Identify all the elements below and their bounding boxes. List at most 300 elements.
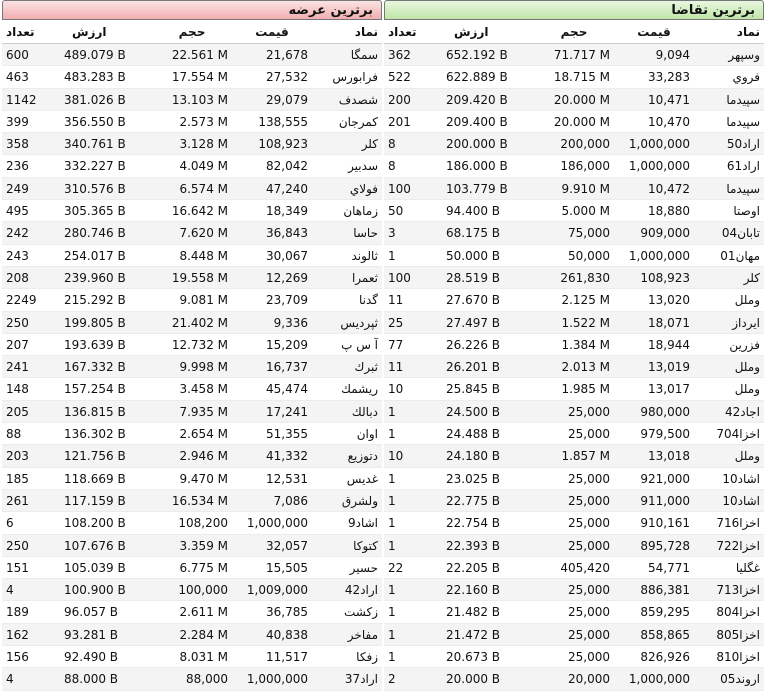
cell-symbol[interactable]: مفاخر (347, 627, 378, 642)
cell-count: 11 (388, 360, 404, 375)
cell-price: 895,728 (640, 538, 690, 553)
col-volume[interactable]: حجم (560, 25, 588, 39)
cell-price: 108,923 (258, 137, 308, 152)
cell-symbol[interactable]: اخزا804 (716, 605, 760, 620)
cell-symbol[interactable]: ثعمرا (351, 270, 378, 285)
cell-volume: 25,000 (568, 605, 610, 620)
table-row[interactable] (384, 468, 764, 490)
cell-volume: 88,000 (186, 672, 228, 687)
cell-price: 12,269 (266, 270, 308, 285)
table-row[interactable] (2, 445, 382, 467)
cell-price: 23,709 (266, 293, 308, 308)
cell-count: 1 (388, 516, 396, 531)
table-row[interactable] (384, 178, 764, 200)
col-value[interactable]: ارزش (454, 25, 489, 39)
cell-value: 20.000 B (446, 672, 501, 687)
table-row[interactable] (384, 312, 764, 334)
cell-symbol[interactable]: اراد42 (344, 583, 378, 598)
cell-value: 136.815 B (64, 404, 126, 419)
cell-symbol[interactable]: ثبرك (354, 360, 378, 375)
cell-price: 82,042 (266, 159, 308, 174)
cell-count: 4 (6, 672, 14, 687)
cell-value: 356.550 B (64, 114, 126, 129)
cell-symbol[interactable]: اراد37 (344, 672, 378, 687)
cell-volume: 3.458 M (179, 382, 228, 397)
cell-price: 1,009,000 (246, 583, 308, 598)
cell-count: 250 (6, 538, 29, 553)
col-count[interactable]: تعداد (6, 25, 35, 39)
cell-count: 162 (6, 627, 29, 642)
table-row[interactable] (384, 334, 764, 356)
table-row[interactable] (384, 535, 764, 557)
cell-symbol[interactable]: كلر (361, 137, 378, 152)
cell-value: 381.026 B (64, 92, 126, 107)
cell-volume: 25,000 (568, 516, 610, 531)
cell-value: 50.000 B (446, 248, 501, 263)
cell-volume: 3.128 M (179, 137, 228, 152)
table-row[interactable] (2, 579, 382, 601)
cell-value: 25.845 B (446, 382, 501, 397)
cell-count: 189 (6, 605, 29, 620)
table-row[interactable] (2, 66, 382, 88)
cell-count: 25 (388, 315, 404, 330)
cell-count: 2249 (6, 293, 37, 308)
table-row[interactable] (2, 535, 382, 557)
cell-count: 77 (388, 337, 404, 352)
table-row[interactable] (384, 646, 764, 668)
table-row[interactable] (2, 334, 382, 356)
table-row[interactable] (2, 133, 382, 155)
cell-value: 103.779 B (446, 181, 508, 196)
cell-symbol[interactable]: مهان01 (720, 248, 760, 263)
cell-symbol[interactable]: تابان04 (721, 226, 760, 241)
cell-symbol[interactable]: وملل (734, 382, 760, 397)
cell-volume: 4.049 M (179, 159, 228, 174)
cell-symbol[interactable]: دبالك (351, 404, 378, 419)
cell-symbol[interactable]: ريشمك (341, 382, 378, 397)
cell-symbol[interactable]: سدبير (348, 159, 378, 174)
table-row[interactable] (2, 423, 382, 445)
table-row[interactable] (2, 668, 382, 690)
cell-volume: 405,420 (560, 560, 610, 575)
cell-volume: 19.558 M (171, 270, 228, 285)
cell-symbol[interactable]: اروند05 (720, 672, 760, 687)
cell-value: 22.160 B (446, 583, 501, 598)
cell-price: 910,161 (640, 516, 690, 531)
table-row[interactable] (2, 378, 382, 400)
cell-count: 148 (6, 382, 29, 397)
table-row[interactable] (2, 646, 382, 668)
cell-price: 1,000,000 (628, 137, 690, 152)
cell-price: 9,336 (273, 315, 308, 330)
cell-count: 600 (6, 48, 29, 62)
table-row[interactable] (2, 111, 382, 133)
table-row[interactable] (2, 44, 382, 66)
cell-symbol[interactable]: سپيدما (726, 92, 760, 107)
cell-value: 26.201 B (446, 360, 501, 375)
cell-count: 201 (388, 114, 411, 129)
cell-count: 243 (6, 248, 29, 263)
cell-count: 200 (388, 92, 411, 107)
cell-symbol[interactable]: اراد61 (726, 159, 760, 174)
table-row[interactable] (384, 378, 764, 400)
cell-symbol[interactable]: اخزا810 (716, 650, 760, 665)
table-row[interactable] (384, 624, 764, 646)
cell-value: 68.175 B (446, 226, 501, 241)
cell-symbol[interactable]: اوان (356, 427, 378, 442)
cell-symbol[interactable]: وملل (734, 293, 760, 308)
cell-price: 13,019 (648, 360, 690, 375)
table-row[interactable] (384, 579, 764, 601)
cell-volume: 2.125 M (561, 293, 610, 308)
cell-volume: 21.402 M (171, 315, 228, 330)
cell-symbol[interactable]: زكشت (344, 605, 378, 620)
cell-volume: 7.935 M (179, 404, 228, 419)
cell-symbol[interactable]: وسپهر (728, 48, 760, 62)
cell-price: 21,678 (266, 48, 308, 62)
cell-price: 1,000,000 (246, 516, 308, 531)
table-row[interactable] (2, 245, 382, 267)
table-row[interactable] (384, 356, 764, 378)
table-row[interactable] (2, 267, 382, 289)
cell-symbol[interactable]: اخزا704 (716, 427, 760, 442)
cell-count: 358 (6, 137, 29, 152)
top-demand-title: برترین تقاضا (384, 0, 764, 20)
cell-price: 16,737 (266, 360, 308, 375)
table-row[interactable] (384, 401, 764, 423)
cell-price: 45,474 (266, 382, 308, 397)
cell-value: 20.673 B (446, 650, 501, 665)
top-supply-header (2, 20, 382, 44)
cell-price: 18,071 (648, 315, 690, 330)
cell-volume: 200,000 (560, 137, 610, 152)
cell-value: 254.017 B (64, 248, 126, 263)
cell-price: 33,283 (648, 70, 690, 85)
cell-price: 27,532 (266, 70, 308, 85)
cell-price: 859,295 (640, 605, 690, 620)
cell-volume: 17.554 M (171, 70, 228, 85)
cell-volume: 9.470 M (179, 471, 228, 486)
cell-count: 88 (6, 427, 22, 442)
cell-value: 280.746 B (64, 226, 126, 241)
cell-value: 332.227 B (64, 159, 126, 174)
top-demand-header (384, 20, 764, 44)
table-row[interactable] (2, 490, 382, 512)
cell-value: 24.180 B (446, 449, 501, 464)
cell-count: 22 (388, 560, 404, 575)
table-row[interactable] (2, 200, 382, 222)
cell-price: 12,531 (266, 471, 308, 486)
cell-symbol[interactable]: اخزا713 (716, 583, 760, 598)
cell-count: 1 (388, 404, 396, 419)
cell-price: 32,057 (266, 538, 308, 553)
cell-price: 47,240 (266, 181, 308, 196)
table-row[interactable] (2, 178, 382, 200)
cell-value: 117.159 B (64, 493, 126, 508)
cell-symbol[interactable]: فولاي (349, 181, 378, 196)
cell-symbol[interactable]: ثالوند (351, 248, 378, 263)
cell-value: 136.302 B (64, 427, 126, 442)
table-row[interactable] (384, 155, 764, 177)
cell-count: 362 (388, 48, 411, 62)
table-row[interactable] (384, 44, 764, 66)
cell-volume: 1.857 M (561, 449, 610, 464)
cell-symbol[interactable]: زفكا (356, 650, 378, 665)
cell-volume: 25,000 (568, 538, 610, 553)
top-supply-table-body (2, 44, 382, 691)
cell-volume: 25,000 (568, 404, 610, 419)
table-row[interactable] (384, 423, 764, 445)
cell-value: 94.400 B (446, 204, 501, 219)
cell-count: 11 (388, 293, 404, 308)
table-row[interactable] (2, 401, 382, 423)
cell-symbol[interactable]: اشاد9 (347, 516, 378, 531)
cell-volume: 20.000 M (553, 114, 610, 129)
cell-volume: 12.732 M (171, 337, 228, 352)
cell-value: 239.960 B (64, 270, 126, 285)
table-row[interactable] (2, 356, 382, 378)
cell-volume: 22.561 M (171, 48, 228, 62)
cell-count: 207 (6, 337, 29, 352)
cell-price: 921,000 (640, 471, 690, 486)
cell-volume: 50,000 (568, 248, 610, 263)
cell-value: 27.670 B (446, 293, 501, 308)
cell-value: 27.497 B (446, 315, 501, 330)
cell-value: 24.500 B (446, 404, 501, 419)
table-row[interactable] (2, 312, 382, 334)
cell-symbol[interactable]: اشاد10 (722, 493, 760, 508)
cell-volume: 25,000 (568, 471, 610, 486)
cell-volume: 2.573 M (179, 114, 228, 129)
col-price[interactable]: قیمت (255, 25, 289, 39)
cell-volume: 5.000 M (561, 204, 610, 219)
cell-volume: 16.534 M (171, 493, 228, 508)
cell-count: 241 (6, 360, 29, 375)
cell-value: 28.519 B (446, 270, 501, 285)
col-count[interactable]: تعداد (388, 25, 417, 39)
cell-symbol[interactable]: حسير (349, 560, 378, 575)
col-value[interactable]: ارزش (72, 25, 107, 39)
cell-price: 17,241 (266, 404, 308, 419)
top-demand-table-body (384, 44, 764, 691)
table-row[interactable] (384, 601, 764, 623)
cell-count: 1 (388, 650, 396, 665)
table-row[interactable] (384, 668, 764, 690)
col-symbol[interactable]: نماد (736, 25, 760, 39)
table-row[interactable] (384, 200, 764, 222)
cell-volume: 1.384 M (561, 337, 610, 352)
table-row[interactable] (384, 490, 764, 512)
table-row[interactable] (2, 601, 382, 623)
cell-symbol[interactable]: فرابورس (332, 70, 378, 85)
cell-volume: 25,000 (568, 650, 610, 665)
cell-price: 911,000 (640, 493, 690, 508)
table-row[interactable] (384, 89, 764, 111)
table-row[interactable] (2, 557, 382, 579)
cell-price: 54,771 (648, 560, 690, 575)
cell-price: 1,000,000 (246, 672, 308, 687)
cell-symbol[interactable]: زماهان (343, 204, 378, 219)
cell-symbol[interactable]: ثپرديس (340, 315, 378, 330)
cell-volume: 25,000 (568, 427, 610, 442)
cell-price: 980,000 (640, 404, 690, 419)
table-row[interactable] (384, 289, 764, 311)
cell-symbol[interactable]: اجاد42 (724, 404, 760, 419)
top-supply-title: برترین عرضه (2, 0, 382, 20)
cell-volume: 1.985 M (561, 382, 610, 397)
cell-count: 4 (6, 583, 14, 598)
cell-value: 21.472 B (446, 627, 501, 642)
cell-count: 1 (388, 605, 396, 620)
table-row[interactable] (384, 267, 764, 289)
cell-value: 340.761 B (64, 137, 126, 152)
cell-value: 24.488 B (446, 427, 501, 442)
cell-price: 41,332 (266, 449, 308, 464)
top-supply-panel (2, 0, 382, 687)
cell-volume: 9.998 M (179, 360, 228, 375)
cell-value: 100.900 B (64, 583, 126, 598)
cell-symbol[interactable]: اخزا716 (716, 516, 760, 531)
table-row[interactable] (384, 111, 764, 133)
cell-value: 108.200 B (64, 516, 126, 531)
col-volume[interactable]: حجم (178, 25, 206, 39)
cell-symbol[interactable]: اخزا805 (716, 627, 760, 642)
cell-symbol[interactable]: ايرداز (732, 315, 760, 330)
cell-value: 209.400 B (446, 114, 508, 129)
cell-volume: 2.611 M (179, 605, 228, 620)
table-row[interactable] (2, 512, 382, 534)
cell-value: 622.889 B (446, 70, 508, 85)
cell-volume: 261,830 (560, 270, 610, 285)
cell-count: 249 (6, 181, 29, 196)
cell-value: 215.292 B (64, 293, 126, 308)
cell-count: 208 (6, 270, 29, 285)
cell-symbol[interactable]: گدنا (358, 293, 378, 308)
cell-count: 522 (388, 70, 411, 85)
cell-symbol[interactable]: آ س پ (341, 337, 378, 352)
cell-value: 483.283 B (64, 70, 126, 85)
cell-value: 652.192 B (446, 48, 508, 62)
cell-price: 13,020 (648, 293, 690, 308)
cell-symbol[interactable]: اشاد10 (722, 471, 760, 486)
cell-count: 1 (388, 493, 396, 508)
cell-symbol[interactable]: وملل (734, 360, 760, 375)
cell-value: 310.576 B (64, 181, 126, 196)
cell-count: 2 (388, 672, 396, 687)
cell-volume: 16.642 M (171, 204, 228, 219)
cell-symbol[interactable]: فزرين (729, 337, 760, 352)
table-row[interactable] (2, 289, 382, 311)
table-row[interactable] (2, 624, 382, 646)
cell-value: 22.775 B (446, 493, 501, 508)
cell-volume: 186,000 (560, 159, 610, 174)
cell-count: 10 (388, 449, 404, 464)
cell-price: 18,349 (266, 204, 308, 219)
cell-volume: 25,000 (568, 627, 610, 642)
cell-symbol[interactable]: ولشرق (341, 493, 378, 508)
table-row[interactable] (384, 66, 764, 88)
col-symbol[interactable]: نماد (354, 25, 378, 39)
cell-price: 13,017 (648, 382, 690, 397)
table-row[interactable] (2, 155, 382, 177)
cell-value: 193.639 B (64, 337, 126, 352)
cell-value: 23.025 B (446, 471, 501, 486)
cell-value: 118.669 B (64, 471, 126, 486)
table-row[interactable] (384, 245, 764, 267)
cell-volume: 2.654 M (179, 427, 228, 442)
cell-symbol[interactable]: دتوزيع (347, 449, 378, 464)
cell-price: 10,470 (648, 114, 690, 129)
cell-price: 826,926 (640, 650, 690, 665)
cell-value: 186.000 B (446, 159, 508, 174)
cell-value: 26.226 B (446, 337, 501, 352)
cell-count: 1 (388, 583, 396, 598)
cell-price: 51,355 (266, 427, 308, 442)
cell-price: 13,018 (648, 449, 690, 464)
cell-price: 979,500 (640, 427, 690, 442)
cell-value: 21.482 B (446, 605, 501, 620)
cell-count: 205 (6, 404, 29, 419)
cell-count: 100 (388, 181, 411, 196)
cell-symbol[interactable]: اراد50 (726, 137, 760, 152)
cell-price: 138,555 (258, 114, 308, 129)
cell-volume: 8.031 M (179, 650, 228, 665)
cell-price: 15,505 (266, 560, 308, 575)
cell-price: 9,094 (655, 48, 690, 62)
top-demand-panel (384, 0, 764, 687)
table-row[interactable] (2, 89, 382, 111)
table-row[interactable] (2, 222, 382, 244)
cell-symbol[interactable]: سپيدما (726, 181, 760, 196)
cell-price: 10,471 (648, 92, 690, 107)
cell-price: 36,785 (266, 605, 308, 620)
cell-count: 1 (388, 427, 396, 442)
table-row[interactable] (384, 445, 764, 467)
cell-count: 1 (388, 248, 396, 263)
cell-volume: 100,000 (178, 583, 228, 598)
cell-price: 909,000 (640, 226, 690, 241)
cell-count: 1 (388, 471, 396, 486)
table-row[interactable] (384, 222, 764, 244)
cell-symbol[interactable]: اوصتا (733, 204, 760, 219)
cell-price: 15,209 (266, 337, 308, 352)
cell-count: 242 (6, 226, 29, 241)
cell-symbol[interactable]: غديس (346, 471, 378, 486)
cell-volume: 2.284 M (179, 627, 228, 642)
cell-price: 30,067 (266, 248, 308, 263)
cell-volume: 20,000 (568, 672, 610, 687)
table-row[interactable] (384, 557, 764, 579)
col-price[interactable]: قیمت (637, 25, 671, 39)
cell-symbol[interactable]: سمگا (350, 48, 378, 62)
cell-symbol[interactable]: كلر (743, 270, 760, 285)
cell-symbol[interactable]: شصدف (338, 92, 378, 107)
table-row[interactable] (384, 512, 764, 534)
cell-symbol[interactable]: غگليا (735, 560, 760, 575)
cell-price: 11,517 (266, 650, 308, 665)
table-row[interactable] (384, 133, 764, 155)
cell-symbol[interactable]: اخزا722 (716, 538, 760, 553)
cell-price: 7,086 (273, 493, 308, 508)
cell-symbol[interactable]: كمرجان (338, 114, 378, 129)
table-row[interactable] (2, 468, 382, 490)
cell-symbol[interactable]: سپيدما (726, 114, 760, 129)
cell-volume: 20.000 M (553, 92, 610, 107)
cell-symbol[interactable]: وملل (734, 449, 760, 464)
cell-symbol[interactable]: فروي (732, 70, 760, 85)
cell-symbol[interactable]: حاسا (353, 226, 378, 241)
cell-symbol[interactable]: كتوكا (353, 538, 378, 553)
